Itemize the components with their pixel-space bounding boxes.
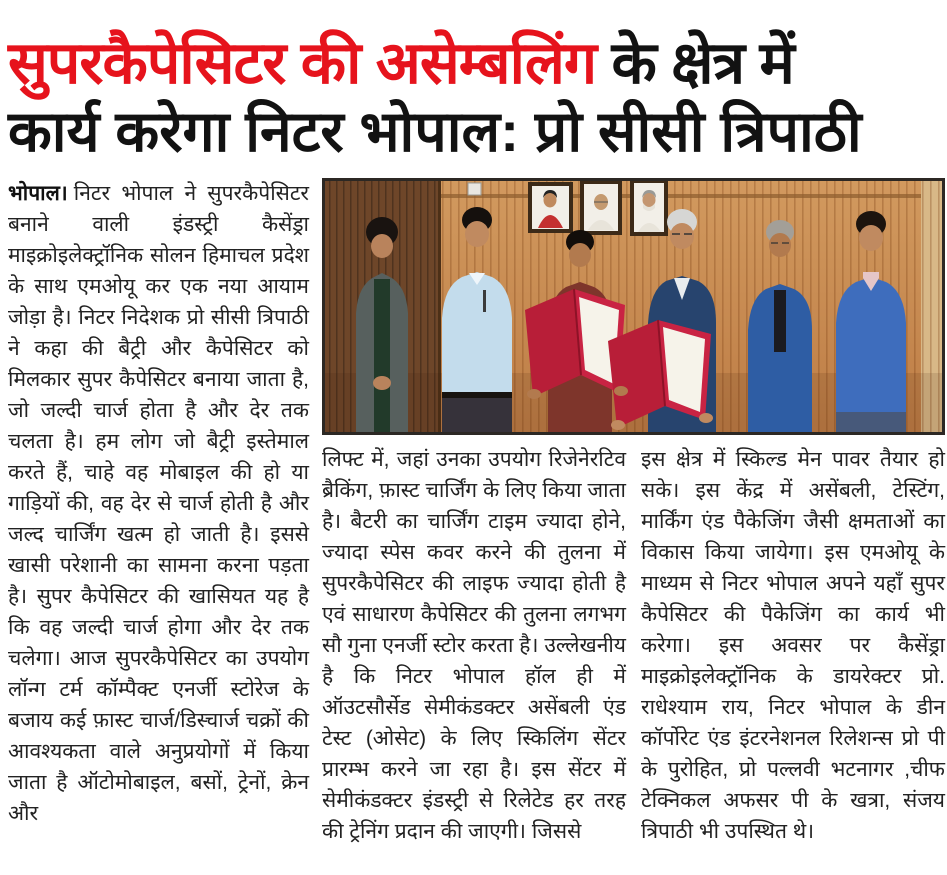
article-column-2: लिफ्ट में, जहां उनका उपयोग रिजेनेरटिव ब्रैकिंग, फ़ास्ट चार्जिंग के लिए किया जाता है। बैटरी का चार्जिंग टाइम ज्यादा होने, ज्यादा स्पेस कवर करने की तुलना में सुपरकैपेसिटर की लाइफ ज्यादा होती है एवं साधारण कैपेसिटर की तुलना लगभग सौ गुना एनर्जी स्टोर करता है। उल्लेखनीय है कि निटर भोपाल हॉल ही में ऑउटसौर्सेड सेमीकंडक्टर असेंबली एंड टेस्ट (ओसेट) के लिए स्किलिंग सेंटर प्रारम्भ करने जा रहा है। इस सेंटर में सेमीकंडक्टर इंडस्ट्री से रिलेटेड हर तरह की ट्रेनिंग प्रदान की जाएगी। जिससे	[322, 448, 626, 843]
column-1-text: निटर भोपाल ने सुपरकैपेसिटर बनाने वाली इंडस्ट्री कैसेंड्रा माइक्रोइलेक्ट्रॉनिक सोलन हिमाचल प्रदेश के साथ एमओयू कर एक नया आयाम जोड़ा है। निटर निदेशक प्रो सीसी त्रिपाठी ने कहा की बैट्री और कैपेसिटर को मिलकार सुपर कैपेसिटर बनाया जाता है, जो जल्दी चार्ज होता है और देर तक चलता है। हम लोग जो बैट्री इस्तेमाल करते हैं, चाहे वह मोबाइल की हो या गाड़ियों की, वह देर से चार्ज होती है और जल्द चार्जिंग खत्म हो जाती है। इससे खासी परेशानी का सामना करना पड़ता है। सुपर कैपेसिटर की खासियत यह है कि वह जल्दी चार्ज होगा और देर तक चलेगा। आज सुपरकैपेसिटर का उपयोग लॉन्ग टर्म कॉम्पैक्ट एनर्जी स्टोरेज के बजाय कई फ़ास्ट चार्ज/डिस्चार्ज चक्रों की आवश्यकता वाले अनुप्रयोगों में किया जाता है ऑटोमोबाइल, बसों, ट्रेनों, क्रेन और	[8, 182, 309, 825]
headline-line1-red-text: सुपरकैपेसिटर की असेम्बलिंग	[8, 30, 597, 96]
wall-portrait-2	[580, 180, 622, 235]
article-right-area	[322, 178, 945, 847]
dateline: भोपाल।	[8, 182, 68, 205]
photo-illustration	[322, 178, 945, 435]
headline-line1	[8, 26, 943, 100]
hand	[699, 413, 713, 423]
hand	[527, 389, 541, 399]
headline-line2: कार्य करेगा निटर भोपाल: प्रो सीसी त्रिपाठी	[8, 100, 862, 164]
hand	[611, 420, 625, 430]
hand	[614, 386, 628, 396]
wall-rail	[432, 194, 945, 198]
wall-portrait-1	[528, 182, 573, 233]
wall-portrait-3	[630, 179, 668, 236]
article-column-1	[8, 178, 309, 829]
mou-group-photo	[322, 178, 945, 435]
article-body	[0, 174, 947, 847]
switch-plate	[468, 183, 481, 195]
article-column-3: इस क्षेत्र में स्किल्ड मेन पावर तैयार हो सके। इस केंद्र में असेंबली, टेस्टिंग, मार्किंग एंड पैकेजिंग जैसी क्षमताओं का विकास किया जायेगा। इस एमओयू के माध्यम से निटर भोपाल अपने यहाँ सुपर कैपेसिटर की पैकेजिंग का कार्य भी करेगा। इस अवसर पर कैसेंड्रा माइक्रोइलेक्ट्रॉनिक के डायरेक्टर प्रो. राधेश्याम राय, निटर भोपाल के डीन कॉर्पोरेट एंड इंटरनेशनल रिलेशन्स प्रो पी के पुरोहित, प्रो पल्लवी भटनागर ,चीफ टेक्निकल अफसर पी के खत्रा, संजय त्रिपाठी भी उपस्थित थे।	[641, 448, 945, 843]
headline	[0, 0, 947, 174]
headline-line1-black-text: के क्षेत्र में	[596, 30, 794, 96]
lower-columns	[322, 444, 945, 847]
